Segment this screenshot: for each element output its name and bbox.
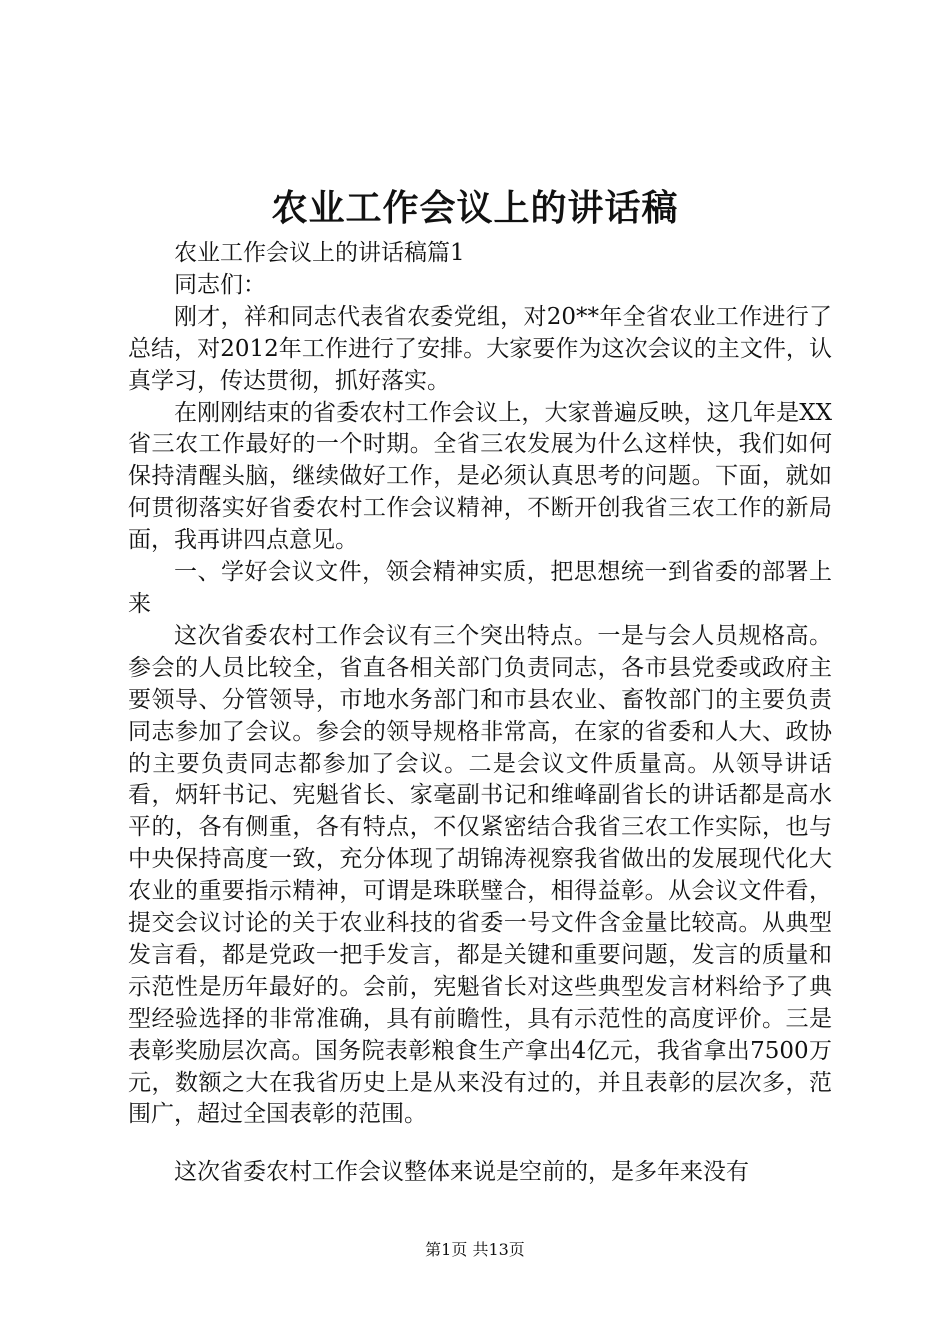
paragraph: 这次省委农村工作会议有三个突出特点。一是与会人员规格高。参会的人员比较全，省直各相关部门负责同志，各市县党委或政府主要领导、分管领导，市地水务部门和市县农业、畜牧部门的主要负责同志参加了会议。参会的领导规格非常高，在家的省委和人大、政协的主要负责同志都参加了会议。二是会议文件质量高。从领导讲话看，炳轩书记、宪魁省长、家毫副书记和维峰副省长的讲话都是高水平的，各有侧重，各有特点，不仅紧密结合我省三农工作实际，也与中央保持高度一致，充分体现了胡锦涛视察我省做出的发展现代化大农业的重要指示精神，可谓是珠联璧合，相得益彰。从会议文件看，提交会议讨论的关于农业科技的省委一号文件含金量比较高。从典型发言看，都是党政一把手发言，都是关键和重要问题，发言的质量和示范性是历年最好的。会前，宪魁省长对这些典型发言材料给予了典型经验选择的非常准确，具有前瞻性，具有示范性的高度评价。三是表彰奖励层次高。国务院表彰粮食生产拿出4亿元，我省拿出7500万元，数额之大在我省历史上是从来没有过的，并且表彰的层次多，范围广，超过全国表彰的范围。: [128, 622, 832, 1128]
document-body: [128, 238, 832, 1189]
paragraph: 在刚刚结束的省委农村工作会议上，大家普遍反映，这几年是XX省三农工作最好的一个时期。全省三农发展为什么这样快，我们如何保持清醒头脑，继续做好工作，是必须认真思考的问题。下面，就如何贯彻落实好省委农村工作会议精神，不断开创我省三农工作的新局面，我再讲四点意见。: [128, 399, 832, 554]
document-title: 农业工作会议上的讲话稿: [271, 187, 679, 229]
paragraph-salutation: 同志们：: [174, 271, 266, 298]
paragraph: 这次省委农村工作会议整体来说是空前的，是多年来没有: [174, 1159, 749, 1186]
section-heading: 一、学好会议文件，领会精神实质，把思想统一到省委的部署上来: [128, 559, 832, 617]
paragraph-subtitle: 农业工作会议上的讲话稿篇1: [174, 240, 465, 266]
page-number: 第1页 共13页: [425, 1240, 525, 1259]
paragraph: 刚才，祥和同志代表省农委党组，对20**年全省农业工作进行了总结，对2012年工作进行了安排。大家要作为这次会议的主文件，认真学习，传达贯彻，抓好落实。: [128, 303, 832, 394]
